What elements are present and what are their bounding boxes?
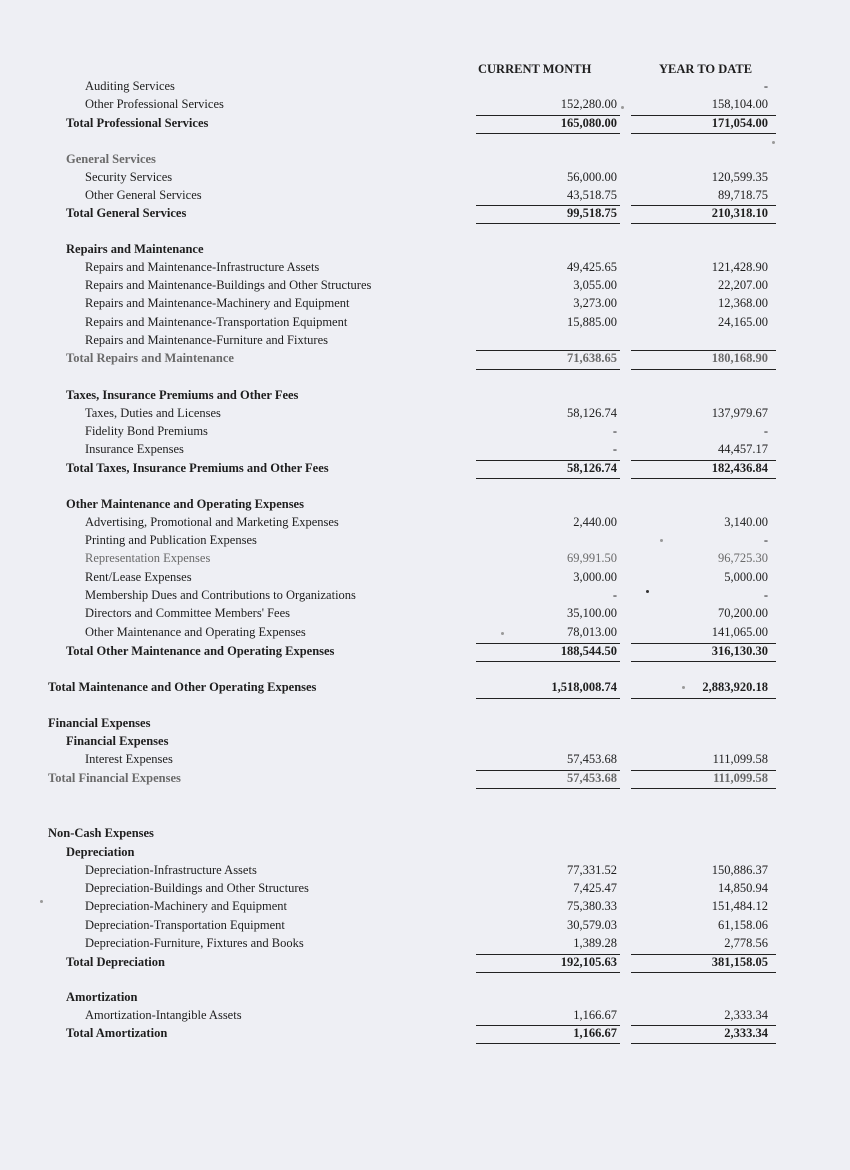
total-underline — [631, 698, 776, 699]
line-item-row — [0, 863, 850, 881]
current-month-value: 30,579.03 — [567, 918, 617, 932]
total-underline — [631, 115, 776, 116]
year-to-date-value: - — [763, 79, 768, 93]
total-underline — [476, 1043, 620, 1044]
row-label: Other General Services — [85, 188, 202, 202]
line-item-row — [0, 899, 850, 917]
year-to-date-value: 180,168.90 — [711, 351, 768, 365]
row-label: Repairs and Maintenance — [66, 242, 204, 256]
year-to-date-value: 182,436.84 — [711, 461, 768, 475]
row-label: Amortization-Intangible Assets — [85, 1008, 242, 1022]
total-underline — [631, 133, 776, 134]
row-label: General Services — [66, 152, 156, 166]
total-underline — [631, 369, 776, 370]
current-month-value: - — [612, 588, 617, 602]
current-month-value: 78,013.00 — [567, 625, 617, 639]
row-label: Total Other Maintenance and Operating Expenses — [66, 644, 335, 658]
current-month-value: - — [612, 424, 617, 438]
year-to-date-value: 44,457.17 — [718, 442, 768, 456]
row-label: Total Taxes, Insurance Premiums and Other Fees — [66, 461, 329, 475]
line-item-row — [0, 588, 850, 606]
row-label: Membership Dues and Contributions to Organizations — [85, 588, 356, 602]
line-item-row — [0, 881, 850, 899]
line-item-row — [0, 406, 850, 424]
row-label: Repairs and Maintenance-Machinery and Equipment — [85, 296, 350, 310]
line-item-row — [0, 170, 850, 188]
current-month-value: 58,126.74 — [567, 461, 617, 475]
year-to-date-value: 70,200.00 — [718, 606, 768, 620]
row-label: Repairs and Maintenance-Buildings and Other Structures — [85, 278, 372, 292]
row-label: Advertising, Promotional and Marketing Expenses — [85, 515, 339, 529]
scan-speck — [682, 686, 685, 689]
total-row — [0, 680, 850, 698]
total-underline — [476, 661, 620, 662]
current-month-value: 15,885.00 — [567, 315, 617, 329]
year-to-date-value: 111,099.58 — [713, 771, 768, 785]
current-month-value: 165,080.00 — [560, 116, 617, 130]
year-to-date-value: 316,130.30 — [711, 644, 768, 658]
total-row — [0, 845, 850, 863]
row-label: Directors and Committee Members' Fees — [85, 606, 290, 620]
row-label: Total General Services — [66, 206, 187, 220]
current-month-value: 56,000.00 — [567, 170, 617, 184]
total-underline — [476, 770, 620, 771]
total-underline — [476, 478, 620, 479]
row-label: Non-Cash Expenses — [48, 826, 154, 840]
row-label: Total Repairs and Maintenance — [66, 351, 234, 365]
row-label: Total Financial Expenses — [48, 771, 181, 785]
total-row — [0, 955, 850, 973]
row-label: Depreciation-Transportation Equipment — [85, 918, 285, 932]
total-underline — [476, 133, 620, 134]
total-row — [0, 1026, 850, 1044]
year-to-date-value: 14,850.94 — [718, 881, 768, 895]
year-to-date-value: 2,883,920.18 — [702, 680, 768, 694]
total-row — [0, 152, 850, 170]
row-label: Depreciation — [66, 845, 135, 859]
row-label: Repairs and Maintenance-Transportation Equipment — [85, 315, 348, 329]
line-item-row — [0, 570, 850, 588]
line-item-row — [0, 533, 850, 551]
row-label: Insurance Expenses — [85, 442, 184, 456]
current-month-value: 57,453.68 — [567, 752, 617, 766]
row-label: Depreciation-Buildings and Other Structures — [85, 881, 309, 895]
line-item-row — [0, 315, 850, 333]
total-underline — [476, 369, 620, 370]
scan-speck — [660, 539, 663, 542]
year-to-date-value: 61,158.06 — [718, 918, 768, 932]
current-month-value: 1,166.67 — [573, 1026, 617, 1040]
total-row — [0, 461, 850, 479]
line-item-row — [0, 278, 850, 296]
total-underline — [631, 788, 776, 789]
total-underline — [631, 1043, 776, 1044]
row-label: Financial Expenses — [48, 716, 151, 730]
line-item-row — [0, 1008, 850, 1026]
row-label: Taxes, Insurance Premiums and Other Fees — [66, 388, 299, 402]
row-label: Auditing Services — [85, 79, 175, 93]
year-to-date-value: - — [763, 533, 768, 547]
total-underline — [476, 350, 620, 351]
current-month-value: 3,273.00 — [573, 296, 617, 310]
current-month-value: 7,425.47 — [573, 881, 617, 895]
line-item-row — [0, 606, 850, 624]
year-to-date-value: 2,333.34 — [724, 1026, 768, 1040]
year-to-date-value: 171,054.00 — [711, 116, 768, 130]
current-month-value: 35,100.00 — [567, 606, 617, 620]
total-row — [0, 206, 850, 224]
row-label: Total Maintenance and Other Operating Expenses — [48, 680, 317, 694]
line-item-row — [0, 296, 850, 314]
total-row — [0, 990, 850, 1008]
total-row — [0, 716, 850, 734]
row-label: Taxes, Duties and Licenses — [85, 406, 221, 420]
current-month-header: CURRENT MONTH — [478, 62, 592, 76]
total-row — [0, 771, 850, 789]
line-item-row — [0, 188, 850, 206]
current-month-value: - — [612, 442, 617, 456]
total-underline — [631, 954, 776, 955]
row-label: Rent/Lease Expenses — [85, 570, 192, 584]
total-underline — [631, 350, 776, 351]
row-label: Other Maintenance and Operating Expenses — [66, 497, 304, 511]
current-month-value: 188,544.50 — [560, 644, 617, 658]
current-month-value: 1,518,008.74 — [551, 680, 617, 694]
total-underline — [476, 972, 620, 973]
current-month-value: 99,518.75 — [567, 206, 617, 220]
row-label: Security Services — [85, 170, 173, 184]
current-month-value: 3,055.00 — [573, 278, 617, 292]
total-row — [0, 388, 850, 406]
row-label: Total Amortization — [66, 1026, 168, 1040]
year-to-date-value: 22,207.00 — [718, 278, 768, 292]
line-item-row — [0, 625, 850, 643]
year-to-date-value: 137,979.67 — [711, 406, 768, 420]
row-label: Fidelity Bond Premiums — [85, 424, 208, 438]
line-item-row — [0, 424, 850, 442]
year-to-date-value: 5,000.00 — [724, 570, 768, 584]
year-to-date-header: YEAR TO DATE — [659, 62, 753, 76]
current-month-value: 69,991.50 — [567, 551, 617, 565]
line-item-row — [0, 260, 850, 278]
row-label: Printing and Publication Expenses — [85, 533, 257, 547]
line-item-row — [0, 918, 850, 936]
total-underline — [631, 205, 776, 206]
year-to-date-value: 12,368.00 — [718, 296, 768, 310]
line-item-row — [0, 515, 850, 533]
total-underline — [476, 115, 620, 116]
total-underline — [476, 788, 620, 789]
total-underline — [631, 972, 776, 973]
year-to-date-value: 2,778.56 — [724, 936, 768, 950]
line-item-row — [0, 752, 850, 770]
line-item-row — [0, 79, 850, 97]
row-label: Other Maintenance and Operating Expenses — [85, 625, 306, 639]
current-month-value: 1,389.28 — [573, 936, 617, 950]
total-row — [0, 116, 850, 134]
total-underline — [476, 460, 620, 461]
total-underline — [631, 770, 776, 771]
total-underline — [631, 460, 776, 461]
year-to-date-value: 150,886.37 — [711, 863, 768, 877]
row-label: Depreciation-Furniture, Fixtures and Books — [85, 936, 304, 950]
row-label: Total Professional Services — [66, 116, 209, 130]
current-month-value: 75,380.33 — [567, 899, 617, 913]
total-underline — [631, 643, 776, 644]
year-to-date-value: 158,104.00 — [711, 97, 768, 111]
row-label: Depreciation-Machinery and Equipment — [85, 899, 288, 913]
year-to-date-value: 381,158.05 — [711, 955, 768, 969]
total-row — [0, 497, 850, 515]
total-underline — [476, 643, 620, 644]
year-to-date-value: - — [763, 424, 768, 438]
total-row — [0, 351, 850, 369]
current-month-value: 3,000.00 — [573, 570, 617, 584]
year-to-date-value: 111,099.58 — [712, 752, 768, 766]
total-underline — [476, 205, 620, 206]
year-to-date-value: 2,333.34 — [724, 1008, 768, 1022]
year-to-date-value: 96,725.30 — [718, 551, 768, 565]
current-month-value: 1,166.67 — [573, 1008, 617, 1022]
year-to-date-value: 121,428.90 — [711, 260, 768, 274]
line-item-row — [0, 551, 850, 569]
total-underline — [476, 1025, 620, 1026]
total-underline — [476, 954, 620, 955]
row-label: Repairs and Maintenance-Infrastructure Assets — [85, 260, 320, 274]
current-month-value: 43,518.75 — [567, 188, 617, 202]
row-label: Representation Expenses — [85, 551, 211, 565]
total-underline — [476, 223, 620, 224]
year-to-date-value: 89,718.75 — [718, 188, 768, 202]
total-underline — [631, 661, 776, 662]
year-to-date-value: 24,165.00 — [718, 315, 768, 329]
year-to-date-value: - — [763, 588, 768, 602]
scan-speck — [501, 632, 504, 635]
total-row — [0, 826, 850, 844]
current-month-value: 49,425.65 — [567, 260, 617, 274]
row-label: Total Depreciation — [66, 955, 165, 969]
line-item-row — [0, 442, 850, 460]
current-month-value: 2,440.00 — [573, 515, 617, 529]
scan-speck — [772, 141, 775, 144]
total-underline — [631, 1025, 776, 1026]
current-month-value: 71,638.65 — [567, 351, 617, 365]
line-item-row — [0, 333, 850, 351]
year-to-date-value: 120,599.35 — [711, 170, 768, 184]
line-item-row — [0, 936, 850, 954]
total-underline — [476, 698, 620, 699]
year-to-date-value: 151,484.12 — [711, 899, 768, 913]
year-to-date-value: 3,140.00 — [724, 515, 768, 529]
current-month-value: 57,453.68 — [567, 771, 617, 785]
scan-speck — [40, 900, 43, 903]
line-item-row — [0, 97, 850, 115]
total-underline — [631, 478, 776, 479]
total-row — [0, 644, 850, 662]
row-label: Amortization — [66, 990, 138, 1004]
row-label: Depreciation-Infrastructure Assets — [85, 863, 257, 877]
row-label: Interest Expenses — [85, 752, 173, 766]
current-month-value: 77,331.52 — [567, 863, 617, 877]
year-to-date-value: 141,065.00 — [711, 625, 768, 639]
year-to-date-value: 210,318.10 — [711, 206, 768, 220]
current-month-value: 192,105.63 — [560, 955, 617, 969]
total-row — [0, 242, 850, 260]
row-label: Repairs and Maintenance-Furniture and Fixtures — [85, 333, 328, 347]
row-label: Other Professional Services — [85, 97, 224, 111]
current-month-value: 152,280.00 — [560, 97, 617, 111]
current-month-value: 58,126.74 — [567, 406, 617, 420]
total-underline — [631, 223, 776, 224]
scan-speck — [621, 106, 624, 109]
scan-speck — [646, 590, 649, 593]
row-label: Financial Expenses — [66, 734, 169, 748]
total-row — [0, 734, 850, 752]
